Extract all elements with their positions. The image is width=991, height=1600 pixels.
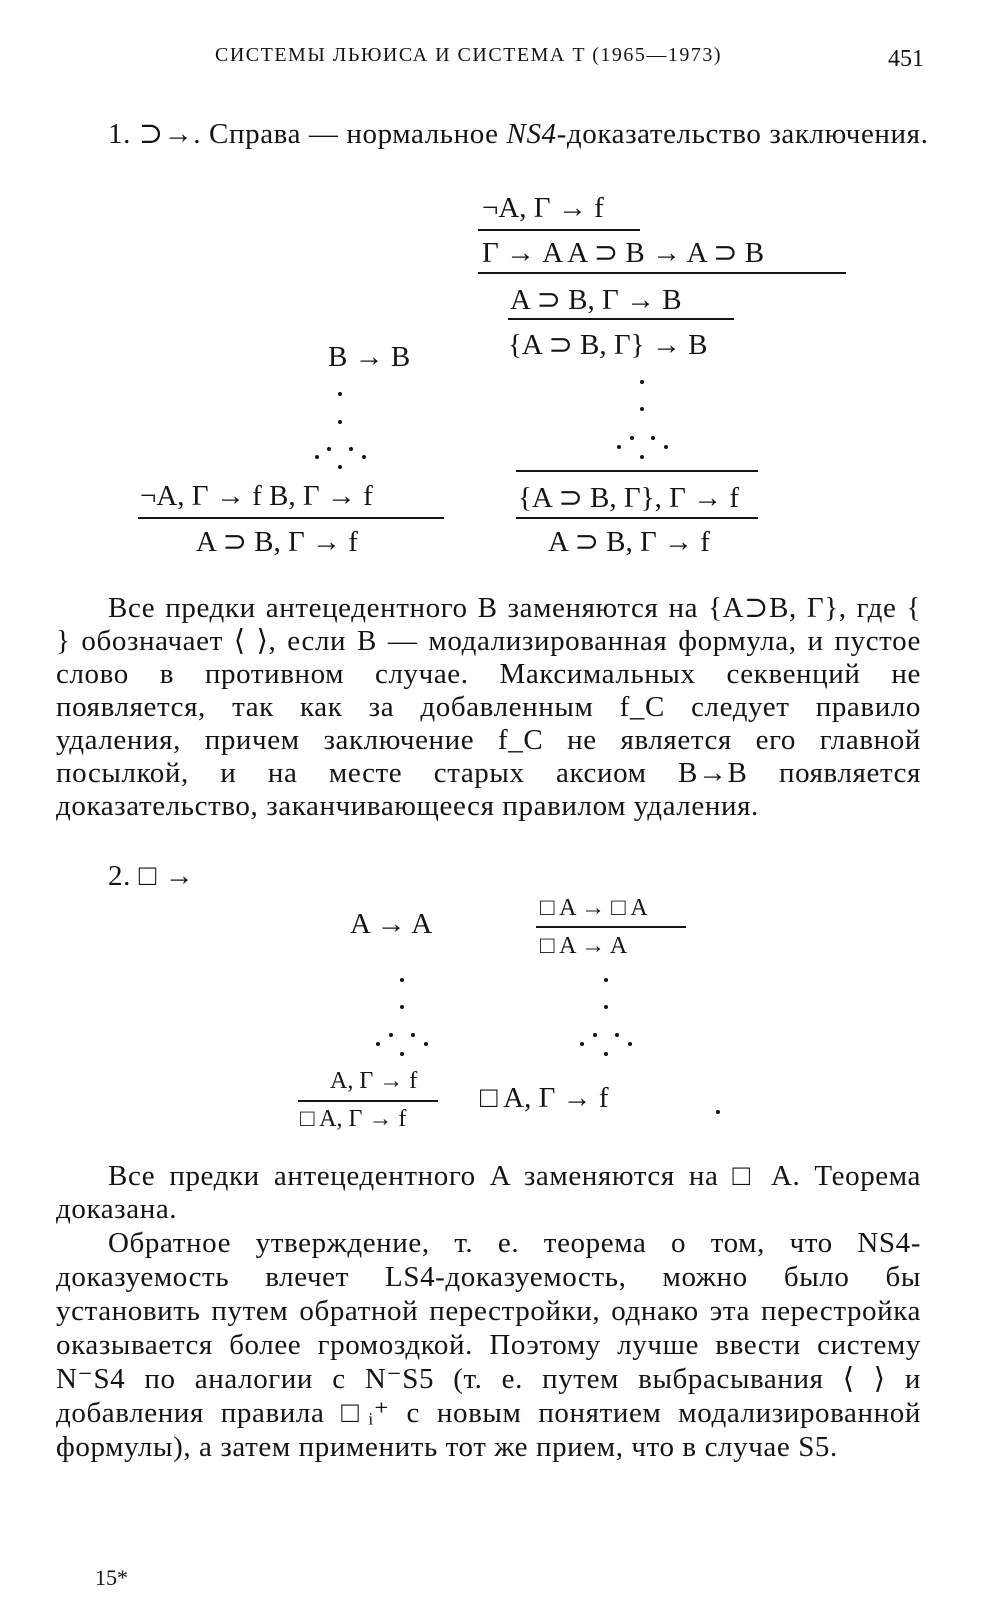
case2-heading: 2. □ → <box>108 860 195 892</box>
case1-rule: ⊃→. <box>138 118 202 150</box>
running-title: СИСТЕМЫ ЛЬЮИСА И СИСТЕМА T (1965—1973) <box>215 44 723 66</box>
case2-right-top: □ A → □ A <box>540 895 648 921</box>
ellipsis-dot <box>604 1005 608 1009</box>
ellipsis-dot <box>400 1005 404 1009</box>
left-conclusion: A ⊃ B, Γ → f <box>196 526 358 558</box>
inference-line <box>516 517 758 519</box>
case2-left-conclusion: □ A, Γ → f <box>300 1106 407 1132</box>
ellipsis-dot <box>362 455 366 459</box>
case1-ns4: NS4 <box>506 118 557 150</box>
right-row2-sequents: Γ → A A ⊃ B → A ⊃ B <box>482 237 765 269</box>
ellipsis-dot <box>349 447 353 451</box>
case2-right-result: □ A, Γ → f <box>480 1082 609 1114</box>
ellipsis-dot <box>664 445 668 449</box>
ellipsis-dot <box>376 1042 380 1046</box>
case2-left-axiom: A → A <box>350 908 433 940</box>
page-number: 451 <box>888 46 924 72</box>
period-dot <box>716 1110 720 1114</box>
ellipsis-dot <box>593 1033 597 1037</box>
case2-right-bottom: □ A → A <box>540 933 628 959</box>
inference-line <box>536 926 686 928</box>
case1-text-a: Справа — нормальное <box>209 118 499 150</box>
ellipsis-dot <box>338 420 342 424</box>
right-row4-sequent: {A ⊃ B, Γ} → B <box>508 329 708 361</box>
ellipsis-dot <box>400 1052 404 1056</box>
inference-line <box>508 318 734 320</box>
right-row3-sequent: A ⊃ B, Γ → B <box>510 284 682 316</box>
ellipsis-dot <box>615 1033 619 1037</box>
ellipsis-dot <box>338 465 342 469</box>
ellipsis-dot <box>630 436 634 440</box>
paragraph-ancestors-a: Все предки антецедентного A заменяются на □ A. Теорема доказана. <box>56 1160 921 1225</box>
ellipsis-dot <box>580 1042 584 1046</box>
inference-line <box>138 517 444 519</box>
inference-line <box>478 272 846 274</box>
ellipsis-dot <box>327 447 331 451</box>
right-premise: {A ⊃ B, Γ}, Γ → f <box>518 482 740 514</box>
ellipsis-dot <box>338 392 342 396</box>
ellipsis-dot <box>604 978 608 982</box>
inference-line <box>478 229 640 231</box>
ellipsis-dot <box>604 1052 608 1056</box>
inference-line <box>516 470 758 472</box>
case1-text-b: -доказательство заключения. <box>556 118 929 150</box>
ellipsis-dot <box>651 436 655 440</box>
inference-line <box>298 1100 438 1102</box>
ellipsis-dot <box>640 407 644 411</box>
case1-number: 1. <box>108 118 131 150</box>
right-top-sequent: ¬A, Γ → f <box>482 192 604 224</box>
ellipsis-dot <box>315 455 319 459</box>
ellipsis-dot <box>617 445 621 449</box>
ellipsis-dot <box>640 455 644 459</box>
ellipsis-dot <box>424 1042 428 1046</box>
signature-mark: 15* <box>95 1565 128 1590</box>
ellipsis-dot <box>640 380 644 384</box>
ellipsis-dot <box>400 978 404 982</box>
left-axiom: B → B <box>328 341 411 373</box>
paragraph-converse: Обратное утверждение, т. е. теорема о том, что NS4-доказуемость влечет LS4-доказуемость, можно было бы установить путем обратной перестройки, однако эта перестройка оказывается более громоздкой. Поэтому лучше ввести систему N⁻S4 по аналогии с N⁻S5 (т. е. путем выбрасывания ⟨ ⟩ и добавления правила □ᵢ⁺ с новым понятием модализированной формулы), а затем применить тот же прием, что в случае S5. <box>56 1227 921 1463</box>
ellipsis-dot <box>389 1033 393 1037</box>
left-premises: ¬A, Γ → f B, Γ → f <box>140 480 373 512</box>
paragraph-ancestors-b: Все предки антецедентного B заменяются на {A⊃B, Γ}, где { } обозначает ⟨ ⟩, если B — модализированная формула, и пустое слово в противном случае. Максимальных секвенций не появляется, так как за добавленным f_C следует правило удаления, причем заключение f_C не является его главной посылкой, и на месте старых аксиом B→B появляется доказательство, заканчивающееся правилом удаления. <box>56 592 921 822</box>
ellipsis-dot <box>628 1042 632 1046</box>
ellipsis-dot <box>411 1033 415 1037</box>
case1-intro <box>56 118 929 151</box>
case2-left-premise: A, Γ → f <box>330 1068 418 1094</box>
right-conclusion: A ⊃ B, Γ → f <box>548 526 710 558</box>
